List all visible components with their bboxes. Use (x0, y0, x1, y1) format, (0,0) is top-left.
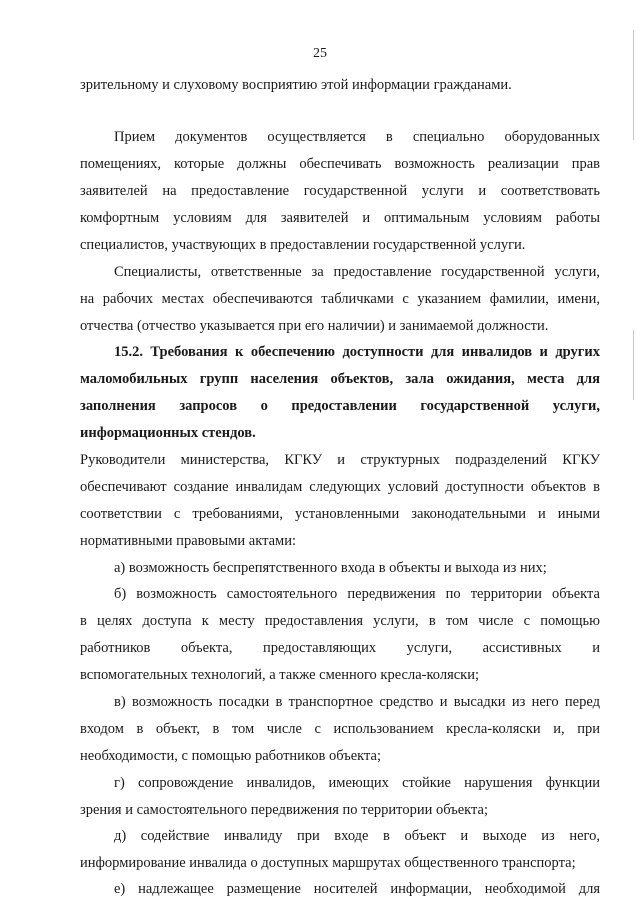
text-line: зрительному и слуховому восприятию этой информации гражданами. (80, 77, 512, 93)
text-line: в целях доступа к месту предоставления услуги, в том числе с помощью (80, 613, 600, 629)
text-line: информирование инвалида о доступных маршрутах общественного транспорта; (80, 855, 576, 871)
text-line: комфортным условиям для заявителей и оптимальным условиям работы (80, 210, 600, 226)
scan-edge-mark (633, 330, 634, 400)
text-line: зрения и самостоятельного передвижения по территории объекта; (80, 802, 489, 818)
text-line: отчества (отчество указывается при его наличии) и занимаемой должности. (80, 318, 549, 334)
text-line: е) надлежащее размещение носителей информации, необходимой для (114, 881, 600, 897)
scan-edge-mark (633, 30, 634, 140)
text-line: помещениях, которые должны обеспечивать возможность реализации прав (80, 156, 600, 172)
text-line: 15.2. Требования к обеспечению доступности для инвалидов и других (114, 344, 600, 360)
text-line: в) возможность посадки в транспортное средство и высадки из него перед (114, 694, 600, 710)
text-line: маломобильных групп населения объектов, зала ожидания, места для (80, 371, 600, 387)
text-line: работников объекта, предоставляющих услуги, ассистивных и (80, 640, 600, 656)
text-line: необходимости, с помощью работников объекта; (80, 748, 382, 764)
text-line: обеспечивают создание инвалидам следующих условий доступности объектов в (80, 479, 600, 495)
text-line: д) содействие инвалиду при входе в объект и выходе из него, (114, 828, 600, 844)
text-line: заявителей на предоставление государственной услуги и соответствовать (80, 183, 600, 199)
text-line: заполнения запросов о предоставлении государственной услуги, (80, 398, 600, 414)
text-line: Специалисты, ответственные за предоставление государственной услуги, (114, 264, 600, 280)
text-line: вспомогательных технологий, а также сменного кресла-коляски; (80, 667, 480, 683)
text-line: входом в объект, в том числе с использованием кресла-коляски и, при (80, 721, 600, 737)
text-line: специалистов, участвующих в предоставлении государственной услуги. (80, 237, 526, 253)
text-line: г) сопровождение инвалидов, имеющих стойкие нарушения функции (114, 775, 600, 791)
text-line: б) возможность самостоятельного передвижения по территории объекта (114, 586, 600, 602)
text-line: Прием документов осуществляется в специально оборудованных (114, 129, 600, 145)
text-line: а) возможность беспрепятственного входа в объекты и выхода из них; (114, 560, 547, 576)
page-number: 25 (313, 46, 327, 61)
text-line: нормативными правовыми актами: (80, 533, 296, 549)
text-line: информационных стендов. (80, 425, 256, 441)
text-line: соответствии с требованиями, установленными законодательными и иными (80, 506, 600, 522)
text-line: на рабочих местах обеспечиваются табличками с указанием фамилии, имени, (80, 291, 600, 307)
text-line: Руководители министерства, КГКУ и структурных подразделений КГКУ (80, 452, 600, 468)
